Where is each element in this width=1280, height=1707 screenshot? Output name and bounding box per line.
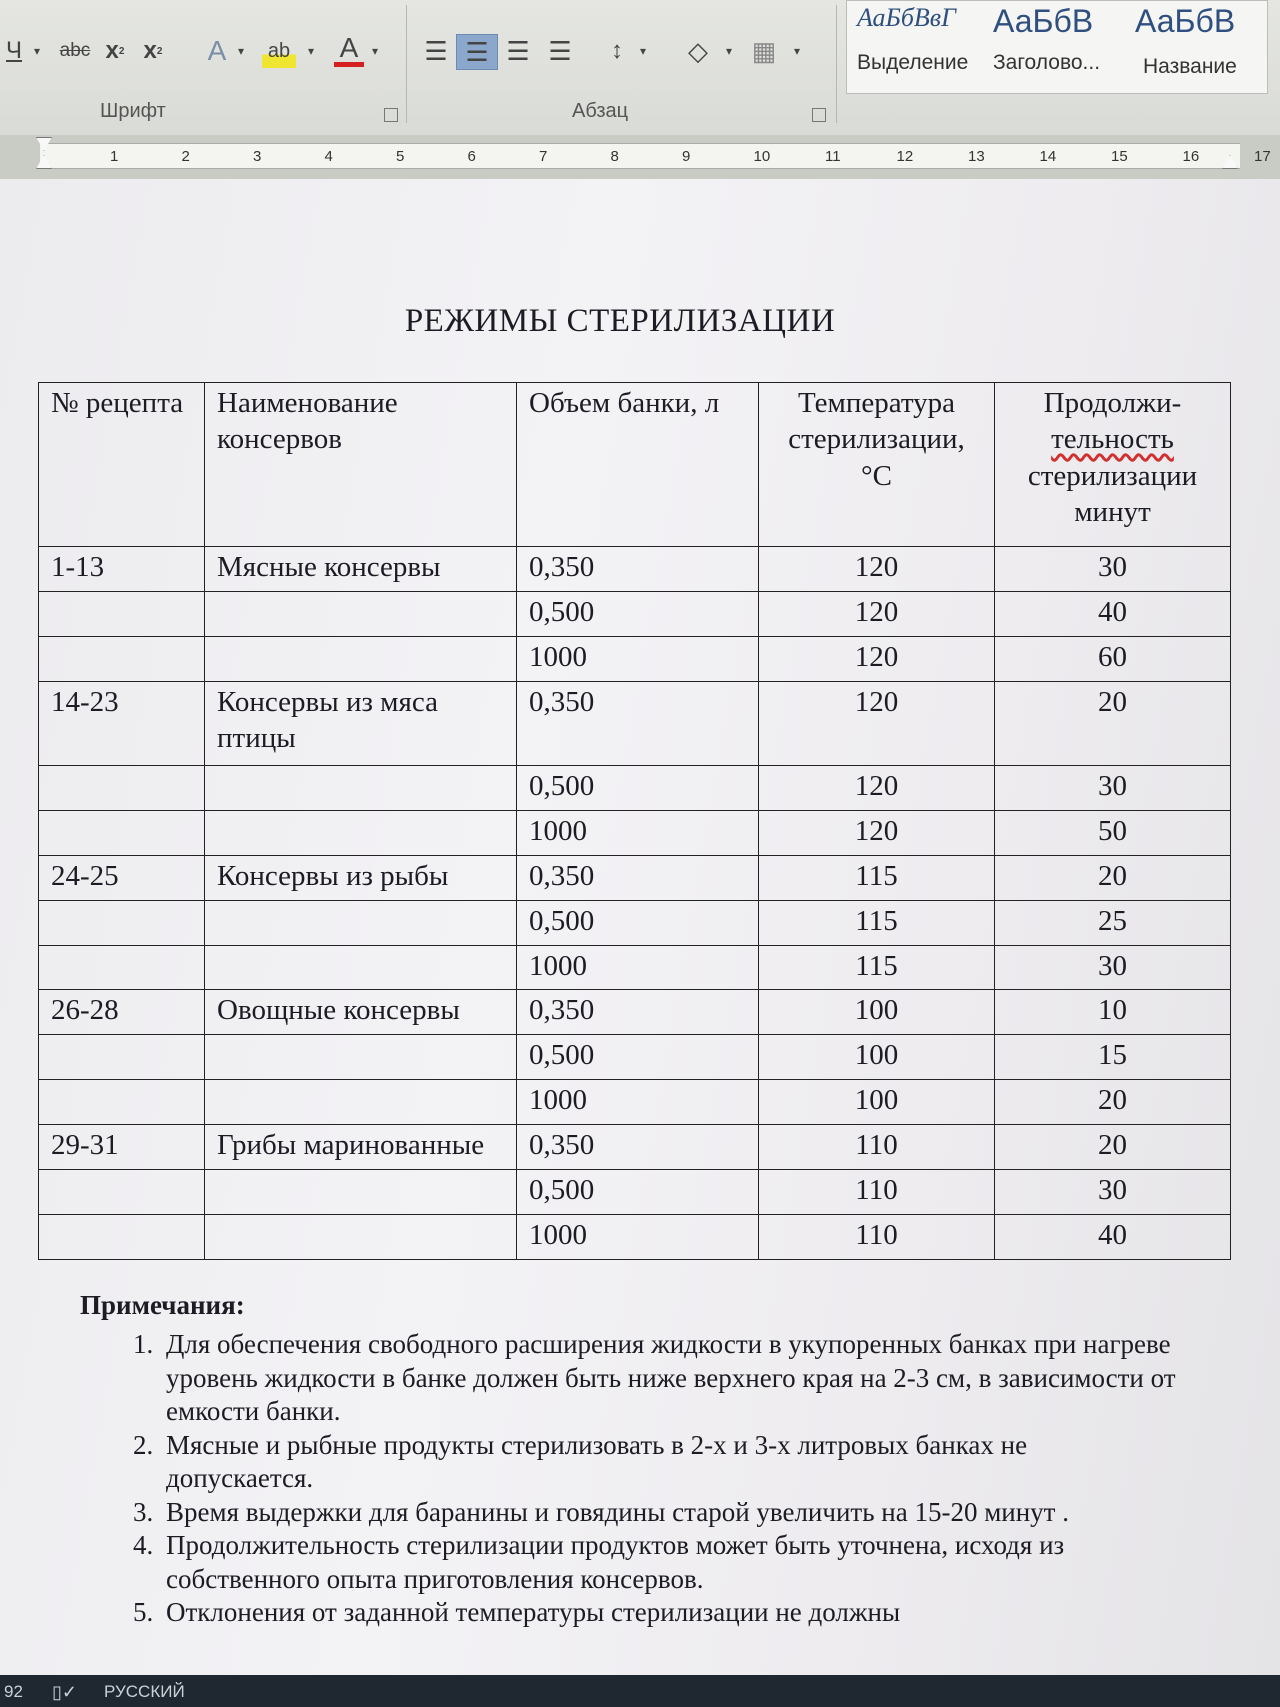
cell-recipe-number: 24-25	[39, 855, 205, 900]
ruler-number: 12	[896, 148, 914, 165]
cell-temperature: 115	[759, 900, 995, 945]
cell-jar-volume: 1000	[517, 810, 759, 855]
font-dialog-launcher-icon[interactable]	[384, 108, 398, 122]
notes-title: Примечания:	[80, 1290, 245, 1320]
table-row	[39, 1125, 1231, 1170]
cell-recipe-number	[39, 810, 205, 855]
table-row	[39, 945, 1231, 990]
cell-recipe-number	[39, 591, 205, 636]
ruler-number: 9	[682, 148, 691, 165]
align-center-icon[interactable]: ☰	[456, 34, 498, 70]
cell-temperature: 120	[759, 547, 995, 592]
cell-jar-volume: 0,350	[517, 990, 759, 1035]
table-row	[39, 766, 1231, 811]
underline-dropdown-icon[interactable]: ▾	[33, 44, 41, 58]
header-duration: Продолжи- тельность стерилизации минут	[995, 383, 1231, 547]
cell-recipe-number: 14-23	[39, 681, 205, 765]
ruler-number: 5	[396, 148, 405, 165]
header-jar-volume: Объем банки, л	[517, 383, 759, 547]
style-title[interactable]	[1131, 1, 1261, 91]
paragraph-dialog-launcher-icon[interactable]	[812, 108, 826, 122]
shading-icon[interactable]: ◇	[688, 35, 708, 66]
strikethrough-button[interactable]: abc	[59, 40, 91, 61]
cell-jar-volume: 0,500	[517, 1035, 759, 1080]
cell-duration: 30	[995, 1170, 1231, 1215]
justify-icon[interactable]: ☰	[548, 35, 572, 66]
cell-product-name	[205, 1170, 517, 1215]
table-row	[39, 990, 1231, 1035]
align-right-icon[interactable]: ☰	[506, 35, 530, 66]
note-item: 4. Продолжительность стерилизации продуктов может быть уточнена, исходя из собственного опыта приготовления консервов.	[160, 1529, 1180, 1596]
cell-product-name	[205, 1214, 517, 1259]
ruler-number: 8	[610, 148, 619, 165]
line-spacing-icon[interactable]: ↕	[611, 37, 623, 64]
font-group-label: Шрифт	[100, 100, 166, 122]
header-recipe-number: № рецепта	[39, 383, 205, 547]
cell-recipe-number	[39, 1080, 205, 1125]
cell-temperature: 115	[759, 945, 995, 990]
cell-duration: 60	[995, 636, 1231, 681]
ruler-number: 16	[1182, 148, 1200, 165]
ruler-number: 3	[253, 148, 262, 165]
table-row	[39, 1214, 1231, 1259]
cell-product-name: Консервы из мяса птицы	[205, 681, 517, 765]
style-sample: АаБбВ	[993, 3, 1094, 39]
style-name: Название	[1143, 55, 1237, 78]
cell-duration: 15	[995, 1035, 1231, 1080]
ruler-number: 4	[324, 148, 333, 165]
ruler-number: 11	[825, 148, 841, 165]
note-item: 1. Для обеспечения свободного расширения жидкости в укупоренных банках при нагреве уровень жидкости в банке должен быть ниже верхнего края на 2-3 см, в зависимости от емкости банки.	[160, 1328, 1180, 1428]
cell-recipe-number	[39, 766, 205, 811]
cell-product-name	[205, 1035, 517, 1080]
ribbon-separator	[406, 5, 407, 123]
cell-product-name: Овощные консервы	[205, 990, 517, 1035]
style-heading[interactable]	[989, 1, 1125, 91]
cell-recipe-number	[39, 636, 205, 681]
note-item: 3. Время выдержки для баранины и говядины старой увеличить на 15-20 минут .	[160, 1496, 1180, 1529]
cell-product-name: Мясные консервы	[205, 547, 517, 592]
highlight-color-icon[interactable]: ab	[262, 34, 296, 68]
cell-temperature: 100	[759, 1035, 995, 1080]
cell-recipe-number	[39, 1214, 205, 1259]
cell-temperature: 110	[759, 1170, 995, 1215]
cell-jar-volume: 0,500	[517, 900, 759, 945]
proofing-icon[interactable]: ▯✓	[52, 1682, 77, 1702]
superscript-button[interactable]: x 2	[143, 37, 163, 64]
cell-duration: 20	[995, 681, 1231, 765]
notes-section	[80, 1289, 1180, 1630]
cell-temperature: 120	[759, 681, 995, 765]
ruler-number: 13	[968, 148, 985, 165]
header-temperature: Температура стерилизации, °С	[759, 383, 995, 547]
sterilization-table	[38, 382, 1231, 1260]
table-row	[39, 1035, 1231, 1080]
ruler-number: 10	[753, 148, 771, 165]
cell-recipe-number	[39, 1170, 205, 1215]
cell-jar-volume: 1000	[517, 1214, 759, 1259]
cell-temperature: 110	[759, 1214, 995, 1259]
table-row	[39, 900, 1231, 945]
cell-duration: 40	[995, 1214, 1231, 1259]
borders-dropdown-icon[interactable]: ▾	[793, 44, 801, 58]
line-spacing-dropdown-icon[interactable]: ▾	[639, 44, 647, 58]
cell-jar-volume: 0,500	[517, 591, 759, 636]
document-page[interactable]	[0, 179, 1280, 1675]
note-item: 5. Отклонения от заданной температуры стерилизации не должны	[160, 1596, 1180, 1629]
ruler-number: 17	[1254, 148, 1271, 165]
table-row	[39, 591, 1231, 636]
note-item: 2. Мясные и рыбные продукты стерилизовать в 2-х и 3-х литровых банках не допускается.	[160, 1429, 1180, 1496]
cell-duration: 30	[995, 547, 1231, 592]
font-color-dropdown-icon[interactable]: ▾	[371, 44, 379, 58]
cell-recipe-number: 26-28	[39, 990, 205, 1035]
align-left-icon[interactable]: ☰	[424, 35, 448, 66]
table-row	[39, 1170, 1231, 1215]
cell-duration: 50	[995, 810, 1231, 855]
cell-jar-volume: 0,350	[517, 1125, 759, 1170]
cell-jar-volume: 1000	[517, 945, 759, 990]
table-row	[39, 855, 1231, 900]
cell-product-name: Консервы из рыбы	[205, 855, 517, 900]
cell-temperature: 110	[759, 1125, 995, 1170]
horizontal-ruler	[0, 135, 1280, 179]
ruler-strip	[40, 143, 1240, 169]
cell-recipe-number	[39, 900, 205, 945]
ruler-number: 14	[1039, 148, 1057, 165]
cell-jar-volume: 0,500	[517, 766, 759, 811]
cell-temperature: 115	[759, 855, 995, 900]
table-row	[39, 636, 1231, 681]
style-sample: АаБбВвГ	[857, 3, 956, 32]
cell-recipe-number: 1-13	[39, 547, 205, 592]
table-row	[39, 547, 1231, 592]
cell-duration: 20	[995, 855, 1231, 900]
cell-temperature: 120	[759, 810, 995, 855]
shading-dropdown-icon[interactable]: ▾	[725, 44, 733, 58]
style-name: Заголово...	[993, 51, 1101, 74]
cell-recipe-number	[39, 945, 205, 990]
ribbon	[0, 0, 1280, 136]
ruler-number: 1	[110, 148, 119, 165]
borders-icon[interactable]: ▦	[751, 35, 777, 66]
text-effects-dropdown-icon[interactable]: ▾	[237, 44, 245, 58]
cell-recipe-number: 29-31	[39, 1125, 205, 1170]
cell-temperature: 120	[759, 636, 995, 681]
paragraph-group-label: Абзац	[572, 100, 629, 122]
cell-product-name	[205, 591, 517, 636]
header-product-name: Наименование консервов	[205, 383, 517, 547]
cell-duration: 30	[995, 945, 1231, 990]
language-indicator[interactable]: РУССКИЙ	[104, 1682, 185, 1701]
table-header-row	[39, 383, 1231, 547]
spellcheck-word[interactable]: тельность	[1051, 423, 1174, 456]
cell-duration: 25	[995, 900, 1231, 945]
styles-gallery	[846, 0, 1268, 94]
cell-product-name	[205, 636, 517, 681]
cell-duration: 20	[995, 1125, 1231, 1170]
cell-product-name	[205, 945, 517, 990]
ruler-number: 2	[181, 148, 190, 165]
cell-duration: 10	[995, 990, 1231, 1035]
cell-product-name	[205, 810, 517, 855]
text-effects-icon[interactable]: A	[207, 35, 227, 66]
cell-duration: 20	[995, 1080, 1231, 1125]
table-row	[39, 810, 1231, 855]
cell-jar-volume: 0,350	[517, 547, 759, 592]
subscript-button[interactable]: x 2	[105, 37, 125, 64]
cell-product-name: Грибы маринованные	[205, 1125, 517, 1170]
table-row	[39, 1080, 1231, 1125]
notes-list	[80, 1328, 1180, 1629]
cell-duration: 30	[995, 766, 1231, 811]
cell-recipe-number	[39, 1035, 205, 1080]
highlight-dropdown-icon[interactable]: ▾	[307, 44, 315, 58]
cell-jar-volume: 0,500	[517, 1170, 759, 1215]
cell-temperature: 120	[759, 591, 995, 636]
cell-product-name	[205, 766, 517, 811]
cell-temperature: 120	[759, 766, 995, 811]
cell-jar-volume: 0,350	[517, 681, 759, 765]
style-emphasis[interactable]	[853, 1, 983, 91]
cell-jar-volume: 0,350	[517, 855, 759, 900]
cell-temperature: 100	[759, 1080, 995, 1125]
document-title: РЕЖИМЫ СТЕРИЛИЗАЦИИ	[404, 303, 836, 339]
cell-product-name	[205, 1080, 517, 1125]
underline-button[interactable]: Ч	[6, 37, 22, 64]
ribbon-separator	[836, 5, 837, 123]
ruler-number: 6	[467, 148, 476, 165]
page-info[interactable]: 92	[4, 1682, 23, 1701]
cell-jar-volume: 1000	[517, 1080, 759, 1125]
cell-temperature: 100	[759, 990, 995, 1035]
style-sample: АаБбВ	[1135, 3, 1236, 39]
status-bar	[0, 1675, 1280, 1707]
table-row	[39, 681, 1231, 765]
ruler-number: 15	[1111, 148, 1128, 165]
cell-jar-volume: 1000	[517, 636, 759, 681]
cell-duration: 40	[995, 591, 1231, 636]
font-color-icon[interactable]: A	[334, 34, 364, 67]
cell-product-name	[205, 900, 517, 945]
style-name: Выделение	[857, 51, 969, 74]
ruler-number: 7	[539, 148, 548, 165]
